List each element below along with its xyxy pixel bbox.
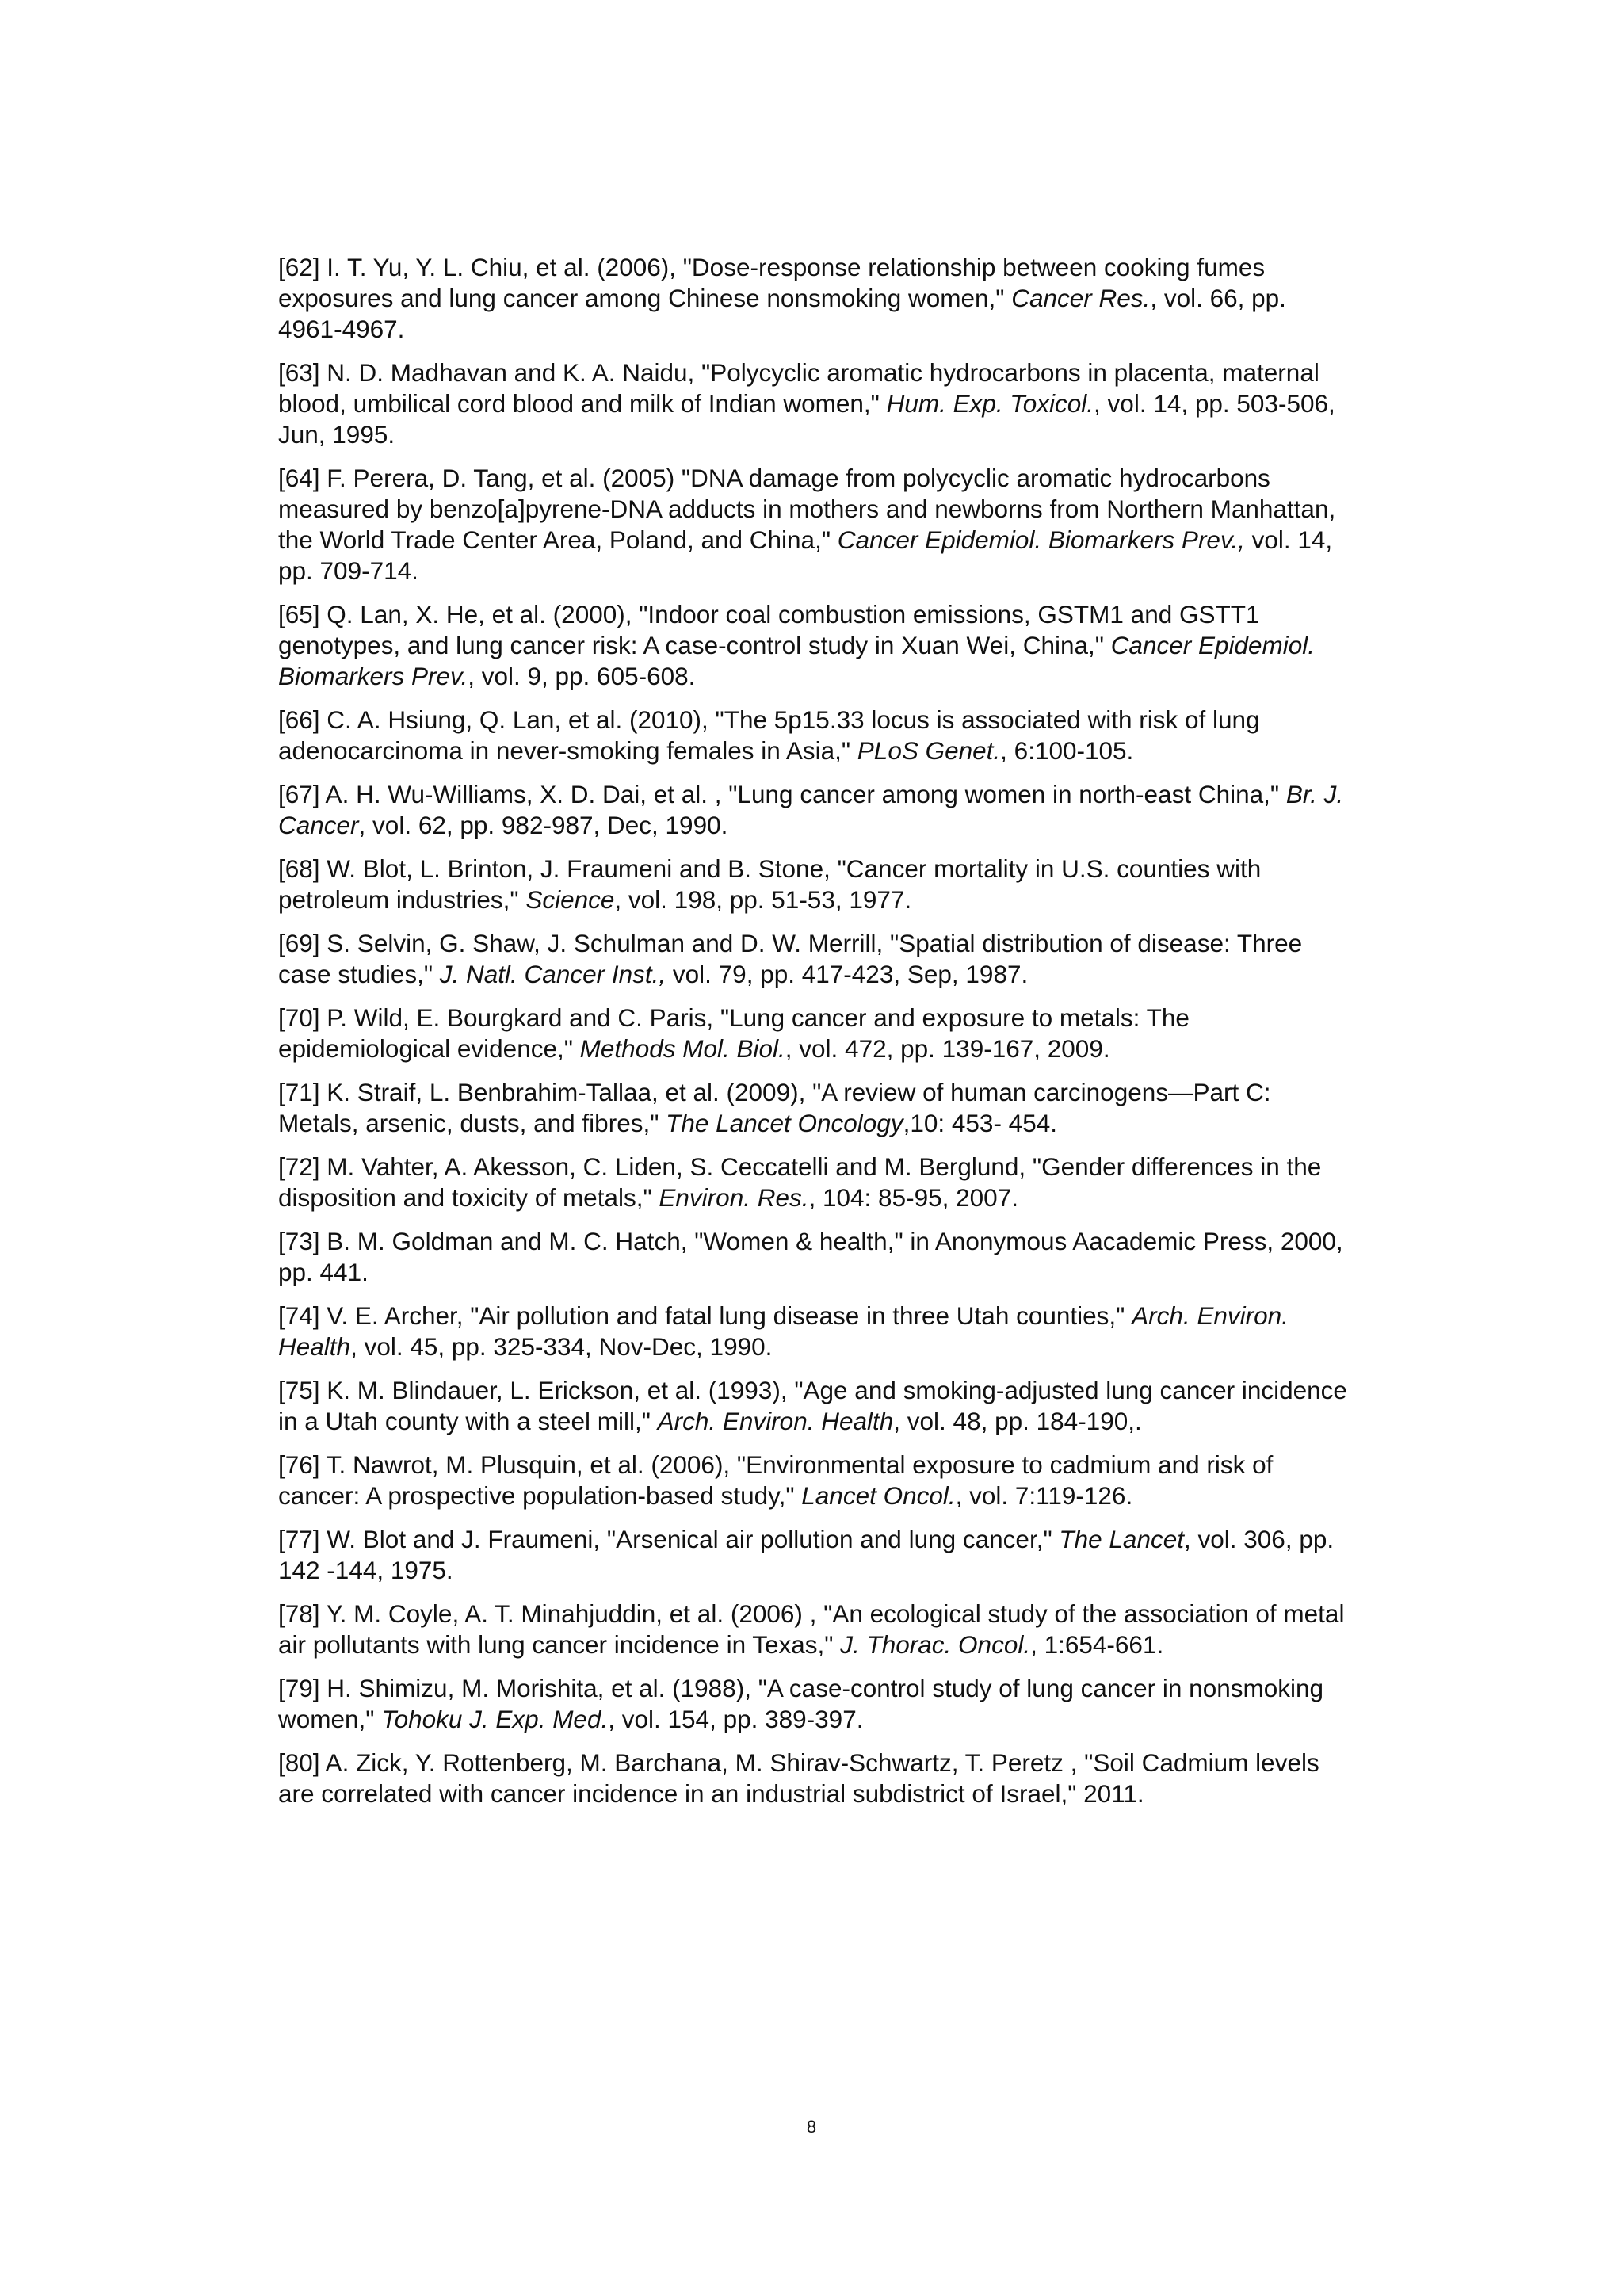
reference-journal: Cancer Res. bbox=[1011, 284, 1151, 312]
reference-details: , vol. 472, pp. 139-167, 2009. bbox=[785, 1034, 1110, 1063]
reference-journal: Br. J. Cancer bbox=[278, 780, 1344, 839]
reference-text: [73] B. M. Goldman and M. C. Hatch, "Women & health," in Anonymous Aacademic Press, 2000, pp. 441. bbox=[278, 1227, 1343, 1286]
reference-journal: The Lancet bbox=[1059, 1525, 1184, 1553]
reference-text: [66] C. A. Hsiung, Q. Lan, et al. (2010), "The 5p15.33 locus is associated with risk of lung adenocarcinoma in never-smoking females in Asia," bbox=[278, 705, 1260, 765]
reference-77 bbox=[278, 1524, 1356, 1586]
reference-text: [67] A. H. Wu-Williams, X. D. Dai, et al. , "Lung cancer among women in north-east China," bbox=[278, 780, 1286, 808]
reference-details: , vol. 48, pp. 184-190,. bbox=[893, 1407, 1142, 1435]
reference-details: , vol. 7:119-126. bbox=[955, 1481, 1133, 1510]
reference-details: vol. 79, pp. 417-423, Sep, 1987. bbox=[666, 960, 1029, 988]
reference-text: [62] I. T. Yu, Y. L. Chiu, et al. (2006), "Dose-response relationship between cooking fumes exposures and lung cancer among Chinese nonsmoking women," bbox=[278, 253, 1266, 312]
reference-text: [80] A. Zick, Y. Rottenberg, M. Barchana, M. Shirav-Schwartz, T. Peretz , "Soil Cadmium levels are correlated with cancer incidence in an industrial subdistrict of Israel," 2011. bbox=[278, 1748, 1319, 1808]
reference-details: , 104: 85-95, 2007. bbox=[808, 1183, 1018, 1212]
reference-80 bbox=[278, 1748, 1356, 1809]
reference-journal: J. Thorac. Oncol. bbox=[840, 1630, 1031, 1659]
reference-details: , vol. 198, pp. 51-53, 1977. bbox=[614, 885, 912, 914]
reference-65 bbox=[278, 599, 1356, 692]
reference-list bbox=[278, 252, 1356, 1822]
reference-71 bbox=[278, 1077, 1356, 1139]
reference-journal: J. Natl. Cancer Inst., bbox=[439, 960, 666, 988]
reference-79 bbox=[278, 1673, 1356, 1735]
reference-journal: Hum. Exp. Toxicol. bbox=[886, 389, 1094, 418]
reference-text: [74] V. E. Archer, "Air pollution and fatal lung disease in three Utah counties," bbox=[278, 1301, 1132, 1330]
reference-text: [63] N. D. Madhavan and K. A. Naidu, "Polycyclic aromatic hydrocarbons in placenta, maternal blood, umbilical cord blood and milk of Indian women," bbox=[278, 358, 1319, 418]
reference-text: [64] F. Perera, D. Tang, et al. (2005) "DNA damage from polycyclic aromatic hydrocarbons measured by benzo[a]pyrene-DNA adducts in mothers and newborns from Northern Manhattan, the World Trade Center Area, Poland, and China," bbox=[278, 464, 1336, 554]
reference-journal: Lancet Oncol. bbox=[801, 1481, 956, 1510]
reference-78 bbox=[278, 1599, 1356, 1660]
reference-journal: Science bbox=[525, 885, 615, 914]
reference-text: [71] K. Straif, L. Benbrahim-Tallaa, et al. (2009), "A review of human carcinogens—Part C: Metals, arsenic, dusts, and fibres," bbox=[278, 1078, 1271, 1137]
reference-details: ,10: 453- 454. bbox=[903, 1109, 1057, 1137]
reference-text: [69] S. Selvin, G. Shaw, J. Schulman and D. W. Merrill, "Spatial distribution of disease: Three case studies," bbox=[278, 929, 1303, 988]
reference-69 bbox=[278, 928, 1356, 990]
reference-text: [77] W. Blot and J. Fraumeni, "Arsenical air pollution and lung cancer," bbox=[278, 1525, 1060, 1553]
reference-journal: Arch. Environ. Health bbox=[657, 1407, 894, 1435]
reference-text: [75] K. M. Blindauer, L. Erickson, et al. (1993), "Age and smoking-adjusted lung cancer incidence in a Utah county with a steel mill," bbox=[278, 1376, 1347, 1435]
reference-text: [68] W. Blot, L. Brinton, J. Fraumeni and B. Stone, "Cancer mortality in U.S. counties with petroleum industries," bbox=[278, 854, 1262, 914]
reference-details: , 6:100-105. bbox=[1000, 736, 1134, 765]
reference-72 bbox=[278, 1152, 1356, 1213]
reference-text: [70] P. Wild, E. Bourgkard and C. Paris, "Lung cancer and exposure to metals: The epidemiological evidence," bbox=[278, 1003, 1190, 1063]
reference-journal: Cancer Epidemiol. Biomarkers Prev. bbox=[278, 631, 1316, 690]
reference-text: [79] H. Shimizu, M. Morishita, et al. (1988), "A case-control study of lung cancer in nonsmoking women," bbox=[278, 1674, 1324, 1733]
reference-journal: Arch. Environ. Health bbox=[278, 1301, 1289, 1361]
reference-text: [76] T. Nawrot, M. Plusquin, et al. (2006), "Environmental exposure to cadmium and risk of cancer: A prospective population-based study," bbox=[278, 1450, 1274, 1510]
reference-62 bbox=[278, 252, 1356, 345]
reference-details: vol. 14, pp. 709-714. bbox=[278, 525, 1333, 585]
reference-details: , vol. 66, pp. 4961-4967. bbox=[278, 284, 1286, 343]
reference-details: , vol. 62, pp. 982-987, Dec, 1990. bbox=[358, 811, 728, 839]
reference-67 bbox=[278, 779, 1356, 841]
reference-details: , vol. 14, pp. 503-506, Jun, 1995. bbox=[278, 389, 1335, 449]
reference-66 bbox=[278, 705, 1356, 766]
reference-journal: PLoS Genet. bbox=[857, 736, 1001, 765]
reference-journal: Cancer Epidemiol. Biomarkers Prev., bbox=[837, 525, 1245, 554]
reference-68 bbox=[278, 854, 1356, 915]
page-number: 8 bbox=[806, 2117, 817, 2137]
reference-details: , vol. 306, pp. 142 -144, 1975. bbox=[278, 1525, 1335, 1584]
reference-text: [72] M. Vahter, A. Akesson, C. Liden, S. Ceccatelli and M. Berglund, "Gender differences in the disposition and toxicity of metals," bbox=[278, 1152, 1322, 1212]
reference-64 bbox=[278, 463, 1356, 586]
reference-journal: The Lancet Oncology bbox=[666, 1109, 903, 1137]
reference-journal: Methods Mol. Biol. bbox=[579, 1034, 785, 1063]
reference-details: , vol. 154, pp. 389-397. bbox=[608, 1705, 864, 1733]
reference-76 bbox=[278, 1450, 1356, 1511]
reference-journal: Tohoku J. Exp. Med. bbox=[381, 1705, 609, 1733]
reference-text: [65] Q. Lan, X. He, et al. (2000), "Indoor coal combustion emissions, GSTM1 and GSTT1 genotypes, and lung cancer risk: A case-control study in Xuan Wei, China," bbox=[278, 600, 1260, 659]
reference-74 bbox=[278, 1301, 1356, 1362]
reference-70 bbox=[278, 1003, 1356, 1064]
reference-75 bbox=[278, 1375, 1356, 1437]
reference-details: , 1:654-661. bbox=[1030, 1630, 1164, 1659]
reference-details: , vol. 45, pp. 325-334, Nov-Dec, 1990. bbox=[350, 1332, 773, 1361]
reference-journal: Environ. Res. bbox=[659, 1183, 809, 1212]
reference-details: , vol. 9, pp. 605-608. bbox=[468, 662, 696, 690]
reference-63 bbox=[278, 357, 1356, 450]
reference-73 bbox=[278, 1226, 1356, 1288]
reference-text: [78] Y. M. Coyle, A. T. Minahjuddin, et al. (2006) , "An ecological study of the association of metal air pollutants with lung cancer incidence in Texas," bbox=[278, 1599, 1345, 1659]
